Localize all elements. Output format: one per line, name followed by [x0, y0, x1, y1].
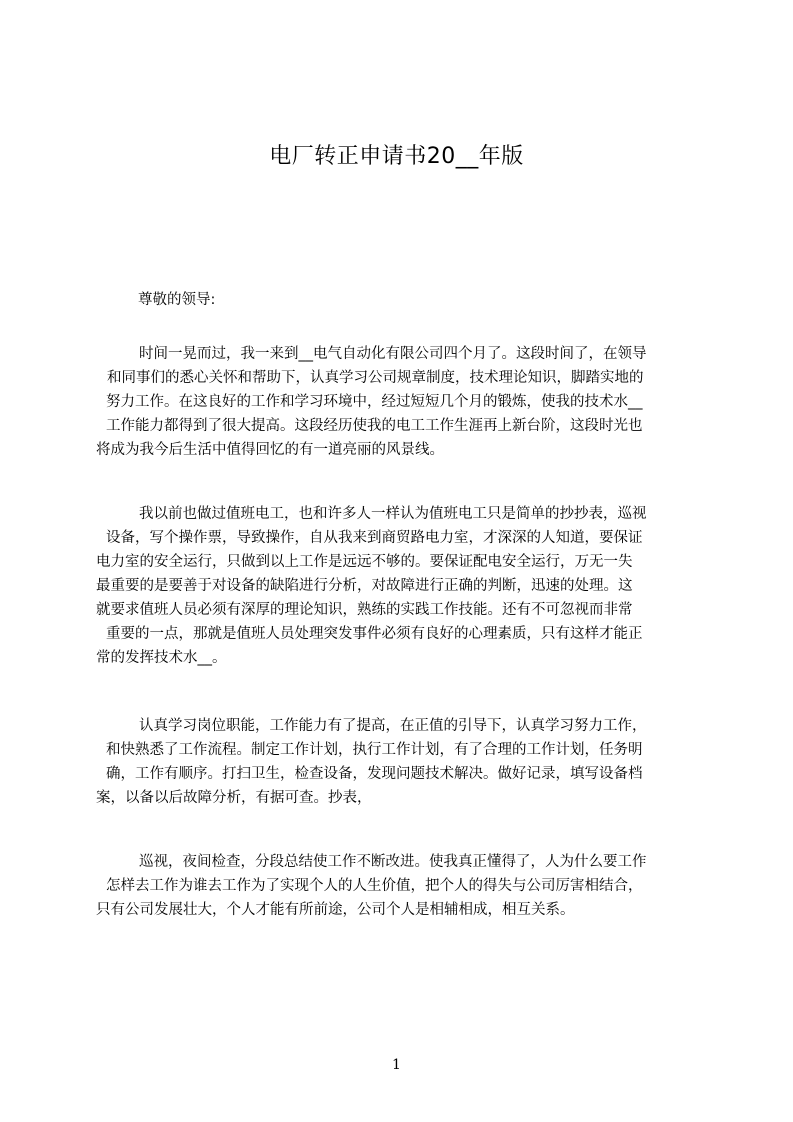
paragraph-line: 和快熟悉了工作流程。制定工作计划，执行工作计划，有了合理的工作计划，任务明	[106, 742, 643, 758]
paragraph-line: 常的发挥技术水__。	[96, 650, 227, 666]
paragraph-line: 和同事们的悉心关怀和帮助下，认真学习公司规章制度，技术理论知识，脚踏实地的	[107, 370, 644, 386]
paragraph-line: 怎样去工作为谁去工作为了实现个人的人生价值，把个人的得失与公司厉害相结合，	[106, 878, 643, 894]
paragraph-4	[96, 850, 702, 922]
paragraph-line: 电力室的安全运行，只做到以上工作是远远不够的。要保证配电安全运行，万无一失	[96, 554, 633, 570]
paragraph-line: 只有公司发展壮大，个人才能有所前途，公司个人是相辅相成，相互关系。	[96, 902, 575, 918]
paragraph-line: 设备，写个操作票，导致操作，自从我来到商贸路电力室，才深深的人知道，要保证	[106, 530, 643, 546]
paragraph-3	[96, 714, 702, 810]
paragraph-line: 案，以备以后故障分析，有据可查。抄表，	[96, 790, 372, 806]
paragraph-2	[96, 502, 702, 670]
page-number: 1	[392, 1057, 401, 1073]
paragraph-line: 就要求值班人员必须有深厚的理论知识，熟练的实践工作技能。还有不可忽视而非常	[96, 602, 633, 618]
document-title: 电厂转正申请书20__年版	[269, 144, 524, 169]
paragraph-line: 时间一晃而过，我一来到__电气自动化有限公司四个月了。这段时间了，在领导	[139, 346, 647, 362]
paragraph-1	[96, 342, 702, 462]
paragraph-line: 重要的一点，那就是值班人员处理突发事件必须有良好的心理素质，只有这样才能正	[106, 626, 643, 642]
paragraph-line: 工作能力都得到了很大提高。这段经历使我的电工工作生涯再上新台阶，这段时光也	[106, 418, 643, 434]
paragraph-line: 努力工作。在这良好的工作和学习环境中，经过短短几个月的锻炼，使我的技术水__	[106, 394, 643, 410]
salutation: 尊敬的领导:	[138, 292, 216, 308]
paragraph-line: 将成为我今后生活中值得回忆的有一道亮丽的风景线。	[96, 442, 444, 458]
paragraph-line: 最重要的是要善于对设备的缺陷进行分析，对故障进行正确的判断，迅速的处理。这	[96, 578, 633, 594]
paragraph-line: 认真学习岗位职能，工作能力有了提高，在正值的引导下，认真学习努力工作，	[139, 718, 647, 734]
paragraph-line: 确，工作有顺序。打扫卫生，检查设备，发现问题技术解决。做好记录，填写设备档	[106, 766, 643, 782]
paragraph-line: 我以前也做过值班电工，也和许多人一样认为值班电工只是简单的抄抄表，巡视	[139, 506, 647, 522]
paragraph-line: 巡视，夜间检查，分段总结使工作不断改进。使我真正懂得了，人为什么要工作	[139, 854, 647, 870]
